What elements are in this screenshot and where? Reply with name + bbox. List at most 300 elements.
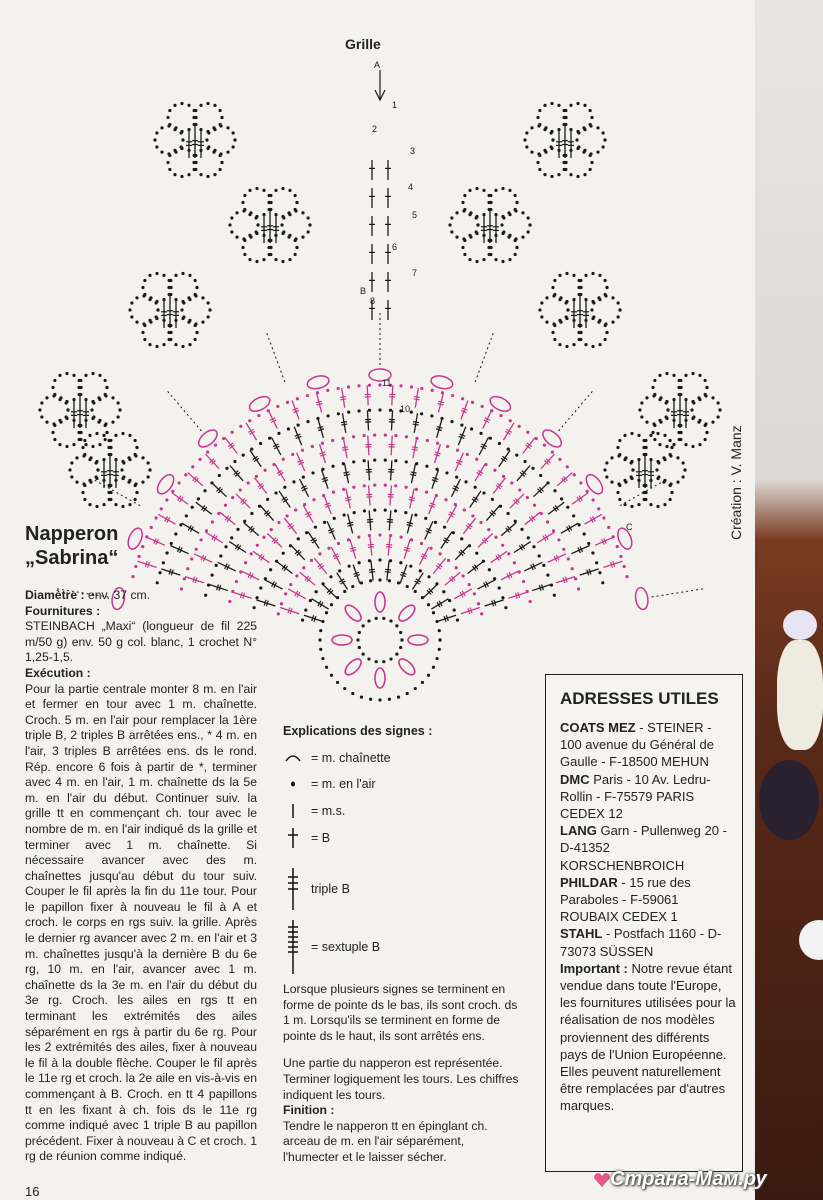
chain-dot	[351, 692, 354, 695]
stitch-bar	[405, 547, 411, 549]
chain-dot	[147, 461, 150, 464]
chain-dot	[482, 491, 485, 494]
chain-dot	[698, 374, 701, 377]
chain-dot	[590, 116, 593, 119]
chain-dot	[255, 230, 258, 233]
stitch-bar	[407, 522, 413, 523]
chain-dot	[677, 386, 680, 389]
chain-dot	[506, 512, 509, 515]
chain-dot	[666, 408, 669, 411]
chain-dot	[195, 331, 198, 334]
chain-dot	[521, 236, 524, 239]
legend-label: = m. chaînette	[311, 751, 391, 765]
chain-dot	[623, 565, 626, 568]
chain-dot	[617, 301, 620, 304]
chain-dot	[624, 481, 627, 484]
chain-dot	[131, 575, 134, 578]
chain-dot	[514, 194, 517, 197]
chain-dot	[40, 401, 43, 404]
chain-dot	[178, 481, 181, 484]
chain-dot	[565, 272, 568, 275]
chain-dot	[446, 445, 449, 448]
chain-dot	[427, 603, 430, 606]
chain-dot	[389, 657, 392, 660]
chain-dot	[573, 473, 576, 476]
chain-dot	[475, 215, 478, 218]
chain-dot	[230, 216, 233, 219]
chain-dot	[173, 128, 176, 131]
chain-dot	[276, 405, 279, 408]
chain-dot	[489, 437, 492, 440]
chain-dot	[141, 331, 144, 334]
chain-dot	[155, 145, 158, 148]
chain-dot	[137, 555, 140, 558]
chain-dot	[199, 173, 202, 176]
chain-dot	[704, 438, 707, 441]
chain-dot	[373, 483, 376, 486]
chain-dot	[269, 568, 272, 571]
chain-dot	[66, 408, 69, 411]
chain-dot	[591, 272, 594, 275]
chart-label: Grille	[345, 36, 381, 52]
chain-dot	[559, 321, 562, 324]
chain-dot	[427, 575, 430, 578]
instructions-column	[25, 588, 257, 1165]
legend-label: = sextuple B	[311, 940, 381, 954]
chain-dot	[158, 571, 161, 574]
chain-dot	[81, 491, 84, 494]
chain-dot	[566, 308, 569, 311]
stitch-stem	[291, 545, 305, 560]
chain-dot	[604, 338, 607, 341]
chain-dot	[463, 253, 466, 256]
chain-dot	[509, 419, 512, 422]
chain-dot	[566, 465, 569, 468]
chain-dot	[288, 189, 291, 192]
chain-dot	[653, 393, 656, 396]
chain-dot	[532, 545, 535, 548]
chain-dot	[331, 439, 334, 442]
chain-dot	[203, 489, 206, 492]
address-text: Paris - 10 Av. Ledru-Rollin - F-75579 PARIS CEDEX 12	[560, 771, 711, 822]
chain-dot	[255, 475, 258, 478]
stitch-bar	[386, 544, 392, 545]
title-line-1: Napperon	[25, 523, 119, 545]
chain-dot	[337, 412, 340, 415]
chain-dot	[360, 695, 363, 698]
chain-dot	[596, 151, 599, 154]
chain-dot	[631, 468, 634, 471]
chain-dot	[384, 483, 387, 486]
stitch-stem	[369, 485, 370, 505]
scallop-stitch	[583, 472, 606, 497]
chain-dot	[194, 293, 197, 296]
chain-dot	[167, 286, 170, 289]
chain-dot	[595, 561, 598, 564]
address-entry	[560, 771, 736, 823]
chain-dot	[420, 412, 423, 415]
chain-dot	[269, 208, 272, 211]
stitch-stem	[499, 450, 510, 466]
chain-dot	[487, 201, 490, 204]
chain-dot	[90, 408, 93, 411]
chain-dot	[274, 258, 277, 261]
chain-dot	[373, 433, 376, 436]
petal-stitch	[332, 635, 352, 645]
chain-dot	[572, 274, 575, 277]
chain-dot	[604, 324, 607, 327]
chain-dot	[637, 503, 640, 506]
chain-dot	[149, 321, 152, 324]
chain-dot	[292, 480, 295, 483]
chain-dot	[72, 443, 75, 446]
stitch-stem	[387, 561, 389, 581]
chain-dot	[557, 104, 560, 107]
chain-dot	[430, 414, 433, 417]
chain-dot	[475, 187, 478, 190]
chain-dot	[262, 536, 265, 539]
chain-dot	[589, 123, 592, 126]
chain-dot	[315, 590, 318, 593]
chain-dot	[206, 450, 209, 453]
dot-icon	[283, 777, 311, 791]
chain-dot	[104, 438, 107, 441]
chain-dot	[91, 417, 94, 420]
chain-dot	[522, 580, 525, 583]
chain-dot	[640, 401, 643, 404]
chain-dot	[448, 223, 451, 226]
chain-dot	[111, 396, 114, 399]
chain-dot	[619, 555, 622, 558]
flower-decoration	[783, 610, 817, 640]
round-number-label: 3	[410, 146, 416, 156]
chain-dot	[605, 331, 608, 334]
chain-dot	[226, 126, 229, 129]
chain-dot	[109, 491, 112, 494]
stitch-stem	[514, 542, 531, 553]
chain-dot	[95, 505, 98, 508]
chain-dot	[592, 498, 595, 501]
chain-dot	[266, 498, 269, 501]
chain-dot	[174, 274, 177, 277]
stitch-stem	[308, 532, 319, 549]
scallop-stitch	[540, 427, 565, 450]
chain-dot	[96, 468, 99, 471]
chain-dot	[75, 481, 78, 484]
chain-dot	[426, 439, 429, 442]
chain-dot	[590, 308, 593, 311]
chain-dot	[98, 443, 101, 446]
notes-paragraph-2: Une partie du napperon est représentée. Terminer logiquement les tours. Les chiffres indiquent les tours.	[283, 1056, 519, 1102]
chain-dot	[583, 173, 586, 176]
chain-dot	[583, 104, 586, 107]
chain-dot	[489, 208, 492, 211]
chain-dot	[269, 246, 272, 249]
stitch-bar	[413, 422, 419, 423]
chain-dot	[399, 646, 402, 649]
stitch-stem	[388, 535, 390, 555]
chain-dot	[213, 104, 216, 107]
chain-dot	[551, 331, 554, 334]
chain-dot	[281, 260, 284, 263]
chain-dot	[394, 484, 397, 487]
chain-dot	[321, 442, 324, 445]
stitch-bar	[411, 472, 417, 473]
chain-dot	[466, 453, 469, 456]
chain-dot	[342, 513, 345, 516]
chain-dot	[591, 551, 594, 554]
chain-dot	[213, 128, 216, 131]
design-credit: Création : V. Manz	[728, 425, 744, 540]
chain-dot	[224, 545, 227, 548]
chain-dot	[166, 161, 169, 164]
chain-dot	[553, 594, 556, 597]
stitch-stem	[246, 423, 257, 440]
chain-dot	[691, 417, 694, 420]
stitch-stem	[525, 512, 541, 524]
chain-dot	[489, 246, 492, 249]
chain-dot	[508, 213, 511, 216]
chain-dot	[169, 279, 172, 282]
chain-dot	[360, 581, 363, 584]
chain-dot	[274, 491, 277, 494]
execution-label: Exécution :	[25, 665, 91, 680]
chain-dot	[399, 384, 402, 387]
chain-dot	[72, 374, 75, 377]
chain-dot	[91, 372, 94, 375]
chain-dot	[510, 481, 513, 484]
chain-dot	[325, 666, 328, 669]
stitch-stem	[370, 535, 372, 555]
stitch-stem	[541, 454, 555, 469]
bar-icon	[283, 803, 311, 819]
chain-dot	[232, 145, 235, 148]
chain-dot	[134, 439, 137, 442]
stitch-stem	[212, 483, 227, 497]
chain-dot	[192, 116, 195, 119]
stitch-stem	[368, 435, 369, 455]
chain-dot	[384, 509, 387, 512]
stitch-stem	[391, 410, 392, 430]
chain-dot	[181, 300, 184, 303]
chain-dot	[669, 439, 672, 442]
chain-dot	[475, 552, 478, 555]
chain-dot	[579, 293, 582, 296]
address-text: Garn - Pullenweg 20 - D-41352 KORSCHENBROICH	[560, 823, 727, 873]
stitch-bar	[387, 519, 393, 520]
chain-dot	[468, 213, 471, 216]
stitch-bar	[348, 525, 354, 526]
chain-dot	[186, 567, 189, 570]
stitch-stem	[391, 460, 392, 480]
chain-dot	[566, 506, 569, 509]
chain-dot	[607, 526, 610, 529]
legend-row	[283, 803, 345, 819]
stitch-stem	[533, 483, 548, 497]
chain-dot	[455, 476, 458, 479]
chain-dot	[65, 415, 68, 418]
chain-dot	[70, 475, 73, 478]
chain-dot	[357, 536, 360, 539]
chain-dot	[362, 624, 365, 627]
chain-dot	[83, 453, 86, 456]
chain-dot	[343, 590, 346, 593]
chain-dot	[98, 398, 101, 401]
chain-dot	[489, 194, 492, 197]
chain-dot	[194, 161, 197, 164]
chain-dot	[672, 374, 675, 377]
chain-dot	[194, 109, 197, 112]
chain-dot	[241, 201, 244, 204]
chain-dot	[597, 507, 600, 510]
chain-dot	[228, 223, 231, 226]
chain-dot	[79, 393, 82, 396]
chain-dot	[501, 260, 504, 263]
chain-dot	[630, 460, 633, 463]
chain-dot	[637, 434, 640, 437]
stitch-stem	[279, 491, 290, 508]
chain-dot	[543, 173, 546, 176]
chain-dot	[550, 130, 553, 133]
stitch-stem	[225, 438, 237, 454]
chain-dot	[469, 236, 472, 239]
chain-dot	[572, 343, 575, 346]
chain-dot	[663, 434, 666, 437]
chain-dot	[75, 456, 78, 459]
chain-dot	[248, 258, 251, 261]
chain-dot	[327, 414, 330, 417]
chain-dot	[520, 528, 523, 531]
chain-dot	[53, 379, 56, 382]
round-number-label: 5	[412, 210, 418, 220]
chain-dot	[590, 161, 593, 164]
stitch-bar	[346, 499, 352, 500]
title-line-2: „Sabrina“	[25, 547, 119, 569]
chain-dot	[579, 331, 582, 334]
chain-dot	[257, 414, 260, 417]
cross-icon	[283, 827, 311, 849]
chain-dot	[508, 234, 511, 237]
chain-dot	[543, 104, 546, 107]
chain-dot	[155, 315, 158, 318]
supplies-label: Fournitures :	[25, 603, 101, 618]
chain-dot	[598, 274, 601, 277]
chain-dot	[482, 258, 485, 261]
chain-dot	[420, 542, 423, 545]
chain-dot	[102, 434, 105, 437]
chain-dot	[514, 239, 517, 242]
chain-dot	[197, 497, 200, 500]
stitch-bar	[316, 401, 322, 402]
chain-dot	[231, 496, 234, 499]
chain-dot	[181, 272, 184, 275]
chain-dot	[294, 253, 297, 256]
chain-dot	[649, 503, 652, 506]
chain-dot	[337, 542, 340, 545]
chain-dot	[77, 386, 80, 389]
chain-dot	[444, 498, 447, 501]
address-name: DMC	[560, 771, 590, 787]
chain-dot	[477, 602, 480, 605]
chain-dot	[156, 308, 159, 311]
chain-dot	[514, 208, 517, 211]
chain-dot	[207, 315, 210, 318]
chain-dot	[45, 421, 48, 424]
chain-dot	[220, 116, 223, 119]
chain-dot	[148, 274, 151, 277]
chain-dot	[155, 300, 158, 303]
supplies-text: STEINBACH „Maxi“ (longueur de fil 225 m/50 g) env. 50 g col. blanc, 1 crochet N° 1,25-1,5.	[25, 619, 257, 665]
chain-dot	[232, 131, 235, 134]
chain-dot	[528, 223, 531, 226]
stitch-stem	[230, 466, 243, 481]
chain-dot	[306, 420, 309, 423]
chain-dot	[468, 189, 471, 192]
chain-dot	[679, 393, 682, 396]
chain-dot	[545, 296, 548, 299]
chain-dot	[711, 396, 714, 399]
stitch-stem	[412, 573, 423, 590]
chain-dot	[337, 387, 340, 390]
chain-dot	[358, 646, 361, 649]
chain-dot	[704, 379, 707, 382]
chain-dot	[330, 603, 333, 606]
chain-dot	[128, 434, 131, 437]
chain-dot	[114, 434, 117, 437]
chain-dot	[130, 301, 133, 304]
chain-dot	[717, 415, 720, 418]
chain-dot	[135, 321, 138, 324]
chain-dot	[367, 619, 370, 622]
chain-dot	[282, 552, 285, 555]
chain-dot	[550, 175, 553, 178]
chain-dot	[296, 397, 299, 400]
stitch-stem	[491, 551, 507, 562]
chain-dot	[438, 648, 441, 651]
stitch-stem	[561, 523, 578, 533]
chain-dot	[295, 574, 298, 577]
chain-dot	[543, 128, 546, 131]
chain-dot	[474, 486, 477, 489]
address-text: - 15 rue des Paraboles - F-59061 ROUBAIX CEDEX 1	[560, 874, 691, 925]
chain-dot	[645, 421, 648, 424]
chain-dot	[394, 434, 397, 437]
chain-dot	[536, 116, 539, 119]
chain-dot	[174, 151, 177, 154]
chain-dot	[494, 536, 497, 539]
chain-dot	[201, 296, 204, 299]
chain-dot	[455, 566, 458, 569]
chain-dot	[526, 431, 529, 434]
chain-dot	[318, 552, 321, 555]
stitch-stem	[367, 385, 368, 405]
chain-dot	[352, 435, 355, 438]
chain-dot	[501, 596, 504, 599]
chain-dot	[523, 460, 526, 463]
chain-dot	[38, 408, 41, 411]
chain-dot	[369, 698, 372, 701]
stitch-stem	[445, 572, 460, 585]
chain-dot	[494, 189, 497, 192]
round-number-label: 1	[392, 100, 398, 110]
chain-dot	[187, 104, 190, 107]
chain-dot	[78, 438, 81, 441]
chain-dot	[598, 319, 601, 322]
chain-dot	[698, 398, 701, 401]
stitch-stem	[493, 478, 505, 494]
chain-dot	[363, 509, 366, 512]
chain-dot	[143, 338, 146, 341]
